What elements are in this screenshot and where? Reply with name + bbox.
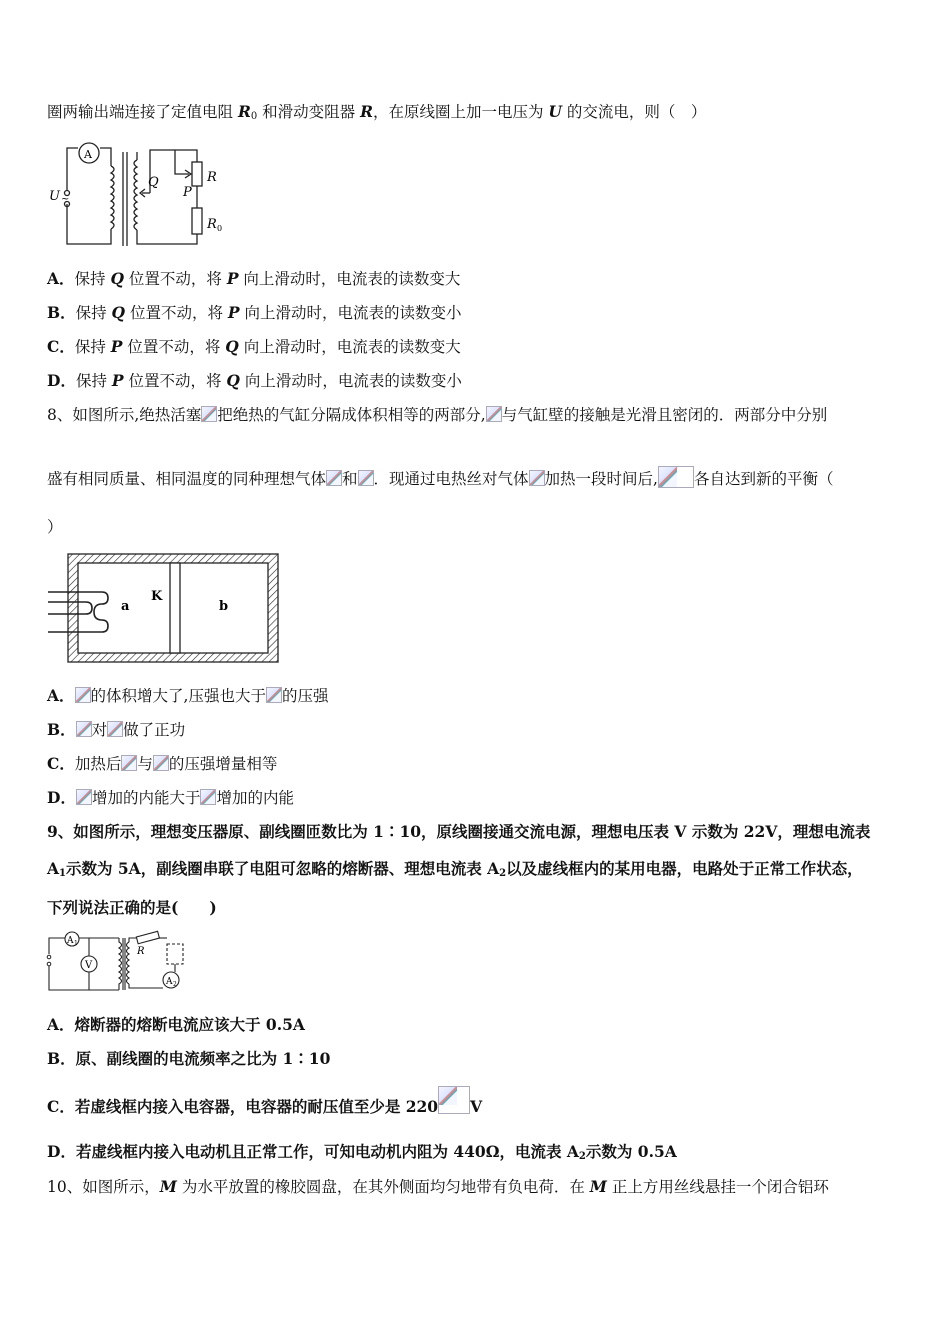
formula-image-icon bbox=[266, 687, 282, 703]
q8-option-c: C．加热后 与 的压强增量相等 bbox=[47, 754, 278, 773]
resistor-r0-label: R bbox=[207, 217, 217, 232]
q8-stem-line3: ） bbox=[47, 518, 63, 536]
q9-circuit-figure bbox=[45, 930, 187, 996]
formula-image-icon bbox=[75, 687, 91, 703]
formula-image-icon bbox=[76, 721, 92, 737]
ammeter-a1-label: A bbox=[67, 936, 74, 946]
q7-option-c: C．保持 P 位置不动，将 Q 向上滑动时，电流表的读数变大 bbox=[47, 337, 461, 356]
ammeter-label: A bbox=[84, 148, 92, 161]
voltage-u-label: U bbox=[49, 189, 60, 204]
formula-image-icon bbox=[121, 755, 137, 771]
q9-option-c: C．若虚线框内接入电容器，电容器的耐压值至少是 220 V bbox=[47, 1086, 482, 1116]
formula-image-icon bbox=[200, 789, 216, 805]
formula-image-icon bbox=[438, 1086, 470, 1114]
formula-image-icon bbox=[153, 755, 169, 771]
q8-stem-line1: 8、如图所示,绝热活塞 把绝热的气缸分隔成体积相等的两部分, 与气缸壁的接触是光滑且密闭的．两部分中分别 bbox=[47, 406, 828, 424]
q10-stem: 10、如图所示，M 为水平放置的橡胶圆盘，在其外侧面均匀地带有负电荷．在 M 正上方用丝线悬挂一个闭合铝环 bbox=[47, 1177, 829, 1196]
q9-stem-line1: 9、如图所示，理想变压器原、副线圈匝数比为 1∶10，原线圈接通交流电源，理想电压表 V 示数为 22V，理想电流表 bbox=[47, 822, 871, 841]
resistor-r-label: R bbox=[207, 170, 217, 185]
q7-option-d: D．保持 P 位置不动，将 Q 向上滑动时，电流表的读数变小 bbox=[47, 371, 462, 390]
slider-p-label: P bbox=[183, 185, 192, 200]
voltmeter-label: V bbox=[85, 960, 93, 971]
ammeter-a1-subscript: 1 bbox=[74, 940, 78, 947]
formula-image-icon bbox=[358, 470, 374, 486]
formula-image-icon bbox=[201, 406, 217, 422]
resistor-r0-subscript: 0 bbox=[217, 224, 223, 233]
piston-k-label: K bbox=[151, 589, 163, 604]
q7-option-b: B．保持 Q 位置不动，将 P 向上滑动时，电流表的读数变小 bbox=[47, 303, 462, 322]
gas-a-label: a bbox=[121, 599, 130, 614]
q8-cylinder-figure bbox=[46, 552, 282, 666]
formula-image-icon bbox=[658, 466, 694, 488]
q9-option-d: D．若虚线框内接入电动机且正常工作，可知电动机内阻为 440Ω，电流表 $A_2$示数为 0.5A bbox=[47, 1142, 677, 1162]
formula-image-icon bbox=[529, 470, 545, 486]
q9-stem-line3: 下列说法正确的是( ) bbox=[47, 898, 217, 917]
slider-q-label: Q bbox=[148, 175, 159, 190]
formula-image-icon bbox=[486, 406, 502, 422]
formula-image-icon bbox=[326, 470, 342, 486]
q8-option-a: A． 的体积增大了,压强也大于 的压强 bbox=[47, 686, 329, 705]
ammeter-a2-subscript: 2 bbox=[173, 981, 177, 988]
q9-stem-line2: $A_1$示数为 5A，副线圈串联了电阻可忽略的熔断器、理想电流表 $A_2$以及虚线框内的某用电器，电路处于正常工作状态， bbox=[47, 859, 863, 879]
formula-image-icon bbox=[107, 721, 123, 737]
q8-option-b: B． 对 做了正功 bbox=[47, 720, 186, 739]
q8-option-d: D． 增加的内能大于 增加的内能 bbox=[47, 788, 294, 807]
gas-b-label: b bbox=[219, 599, 229, 614]
fuse-r-label: R bbox=[137, 946, 145, 957]
q7-option-a: A．保持 Q 位置不动，将 P 向上滑动时，电流表的读数变大 bbox=[47, 269, 461, 288]
ammeter-a2-label: A bbox=[166, 977, 173, 987]
q7-stem: 圈两输出端连接了定值电阻 $R_0$ 和滑动变阻器 R，在原线圈上加一电压为 U 的交流电，则（ ） bbox=[47, 102, 707, 122]
q9-option-b: B．原、副线圈的电流频率之比为 1∶10 bbox=[47, 1049, 331, 1068]
formula-image-icon bbox=[76, 789, 92, 805]
ac-symbol: ~ bbox=[61, 194, 70, 205]
q8-stem-line2: 盛有相同质量、相同温度的同种理想气体 和 ．现通过电热丝对气体 加热一段时间后, 各自达到新的平衡（ bbox=[47, 464, 834, 494]
q9-option-a: A．熔断器的熔断电流应该大于 0.5A bbox=[47, 1015, 305, 1034]
q7-circuit-figure bbox=[45, 138, 235, 250]
